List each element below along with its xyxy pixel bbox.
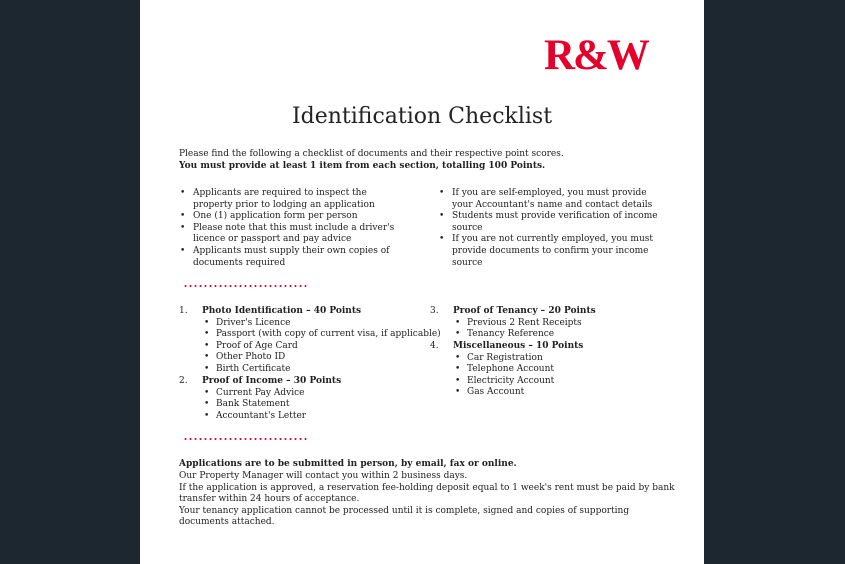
list-item: • Electricity Account [453,376,554,388]
list-item: • Accountant's Letter [202,411,306,423]
section-number: 4. [430,341,439,351]
section-heading: Proof of Income – 30 Points [202,376,342,386]
intro-text [179,148,564,172]
list-item: • Passport (with copy of current visa, if applicable) [202,329,441,341]
dotted-divider [183,438,308,440]
rw-logo: R&W [544,32,648,79]
list-item: • If you are not currently employed, you must provide documents to confirm your income source [438,234,668,269]
list-item: • If you are self-employed, you must provide your Accountant's name and contact details [438,188,668,211]
intro-requirement: You must provide at least 1 item from each section, totalling 100 Points. [179,161,546,171]
list-item: • Applicants are required to inspect the property prior to lodging an application [179,188,399,211]
submission-notes [179,459,679,529]
section-heading: Miscellaneous – 10 Points [453,341,584,351]
section-items [202,388,306,423]
submission-heading: Applications are to be submitted in person, by email, fax or online. [179,459,517,469]
section-heading: Proof of Tenancy – 20 Points [453,306,596,316]
list-item: • Applicants must supply their own copies of documents required [179,246,399,269]
list-item: • Car Registration [453,353,554,365]
section-items [453,353,554,399]
section-items [453,318,582,341]
list-item: • Driver's Licence [202,318,441,330]
footer-line: Your tenancy application cannot be processed until it is complete, signed and copies of supporting documents attached. [179,505,630,528]
footer-line: Our Property Manager will contact you within 2 business days. [179,471,468,482]
list-item: • Bank Statement [202,399,306,411]
list-item: • Proof of Age Card [202,341,441,353]
list-item: • Students must provide verification of income source [438,211,668,234]
intro-line: Please find the following a checklist of documents and their respective point scores. [179,149,564,159]
list-item: • Gas Account [453,387,554,399]
document-page [140,0,704,564]
section-heading: Photo Identification – 40 Points [202,306,362,316]
dotted-divider [183,285,308,287]
section-number: 1. [179,306,188,316]
footer-line: If the application is approved, a reservation fee-holding deposit equal to 1 week's rent must be paid by bank transfer within 24 hours of acceptance. [179,482,675,505]
list-item: • Current Pay Advice [202,388,306,400]
list-item: • Other Photo ID [202,352,441,364]
list-item: • One (1) application form per person [179,211,399,223]
page-title: Identification Checklist [291,104,553,129]
requirements-list-right [438,188,668,269]
list-item: • Telephone Account [453,364,554,376]
section-number: 2. [179,376,188,386]
list-item: • Please note that this must include a driver's licence or passport and pay advice [179,223,399,246]
list-item: • Birth Certificate [202,364,441,376]
list-item: • Previous 2 Rent Receipts [453,318,582,330]
list-item: • Tenancy Reference [453,329,582,341]
section-items [202,318,441,376]
section-number: 3. [430,306,439,316]
requirements-list-left [179,188,399,269]
